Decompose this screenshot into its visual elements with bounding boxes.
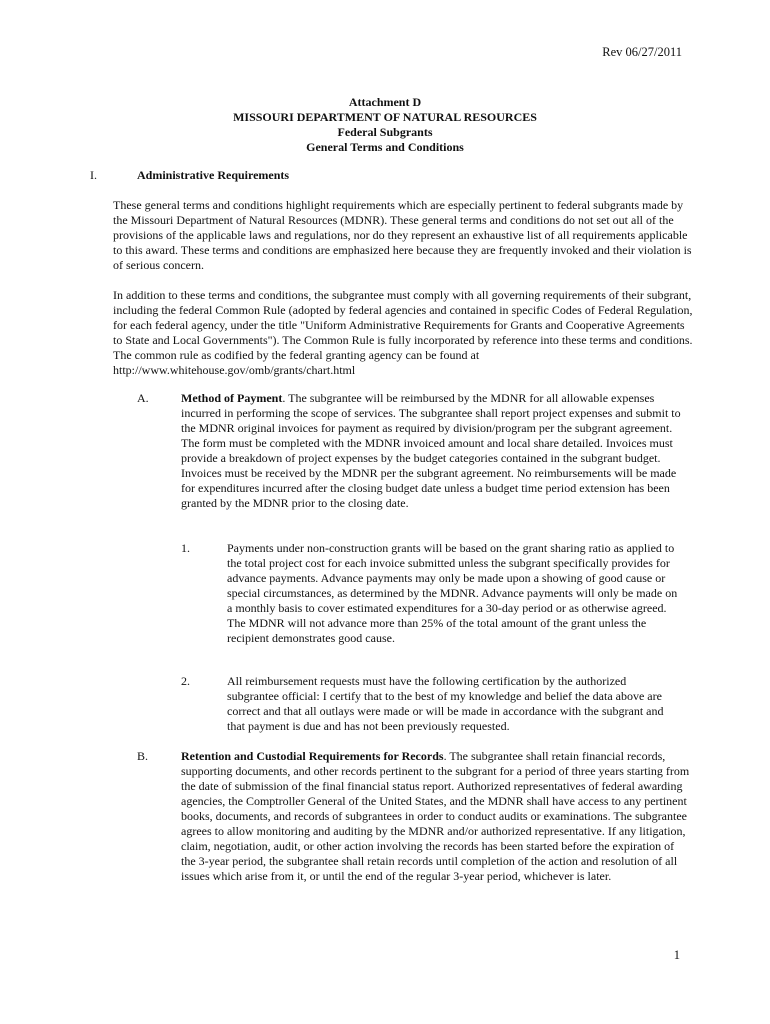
item-a2-text: All reimbursement requests must have the following certification by the authorized subgrantee official: I certify that to the best of my knowledge and belief the data above are correct and that all outlays were made or will be made in accordance with the subgrant and that payment is due and has not been previously requested. xyxy=(227,674,664,733)
header-subgrants: Federal Subgrants xyxy=(337,125,433,139)
item-b-title: Retention and Custodial Requirements for Records xyxy=(181,749,444,763)
page-number: 1 xyxy=(673,948,680,962)
item-b-content xyxy=(181,749,691,884)
item-a-content xyxy=(181,391,691,511)
document-header xyxy=(0,95,770,155)
item-a2-marker: 2. xyxy=(181,674,190,688)
item-a-marker: A. xyxy=(137,391,149,405)
item-b-marker: B. xyxy=(137,749,149,763)
header-attachment: Attachment D xyxy=(348,95,422,109)
common-rule-paragraph: In addition to these terms and conditions, the subgrantee must comply with all governing requirements of their subgrant, including the federal Common Rule (adopted by federal agencies and contained in specific Codes of Federal Regulation, for each federal agency, under the title "Uniform Administrative Requirements for Grants and Cooperative Agreements to State and Local Governments"). The Common Rule is fully incorporated by reference into these terms and conditions. The common rule as codified by the federal granting agency can be found at http://www.whitehouse.gov/omb/grants/chart.html xyxy=(113,288,693,377)
intro-paragraph: These general terms and conditions highlight requirements which are especially pertinent to federal subgrants made by the Missouri Department of Natural Resources (MDNR). These general terms and conditions do not set out all of the provisions of the applicable laws and regulations, nor do they represent an exhaustive list of all requirements applicable to this award. These terms and conditions are emphasized here because they are frequently invoked and their violation is of serious concern. xyxy=(113,198,692,272)
item-a1-text: Payments under non-construction grants will be based on the grant sharing ratio as applied to the total project cost for each invoice submitted unless the subgrant specifically provides for advance payments. Advance payments may only be made upon a showing of good cause or special circumstances, as determined by the MDNR. Advance payments will only be made on a monthly basis to cover estimated expenditures for a 30-day period or as otherwise agreed. The MDNR will not advance more than 25% of the total amount of the grant unless the recipient demonstrates good cause. xyxy=(227,541,678,645)
item-a-title: Method of Payment xyxy=(181,391,283,405)
item-b-text: . The subgrantee shall retain financial records, supporting documents, and other records pertinent to the subgrant for a period of three years starting from the date of submission of the final financial status report. Authorized representatives of federal awarding agencies, the Comptroller General of the United States, and the MDNR shall have access to any pertinent books, documents, and records of subgrantees in order to conduct audits or examinations. The subgrantee agrees to allow monitoring and auditing by the MDNR and/or authorized representative. If any litigation, claim, negotiation, audit, or other action involving the records has been started before the expiration of the 3-year period, the subgrantee shall retain records until completion of the action and resolution of all issues which arise from it, or until the end of the regular 3-year period, whichever is later. xyxy=(181,749,690,883)
section-number: I. xyxy=(90,168,97,182)
header-terms: General Terms and Conditions xyxy=(306,140,464,154)
section-title: Administrative Requirements xyxy=(137,168,290,182)
revision-date: Rev 06/27/2011 xyxy=(602,45,682,59)
item-a-text: . The subgrantee will be reimbursed by the MDNR for all allowable expenses incurred in performing the scope of services. The subgrantee shall report project expenses and submit to the MDNR original invoices for payment as required by division/program per the subgrant agreement. The form must be completed with the MDNR invoiced amount and local share detailed. Invoices must provide a breakdown of project expenses by the budget categories contained in the subgrant budget. Invoices must be received by the MDNR per the subgrant agreement. No reimbursements will be made for expenditures incurred after the closing budget date unless a budget time period extension has been granted by the MDNR prior to the closing date. xyxy=(181,391,681,510)
item-a1-marker: 1. xyxy=(181,541,190,555)
header-department: MISSOURI DEPARTMENT OF NATURAL RESOURCES xyxy=(233,110,537,124)
